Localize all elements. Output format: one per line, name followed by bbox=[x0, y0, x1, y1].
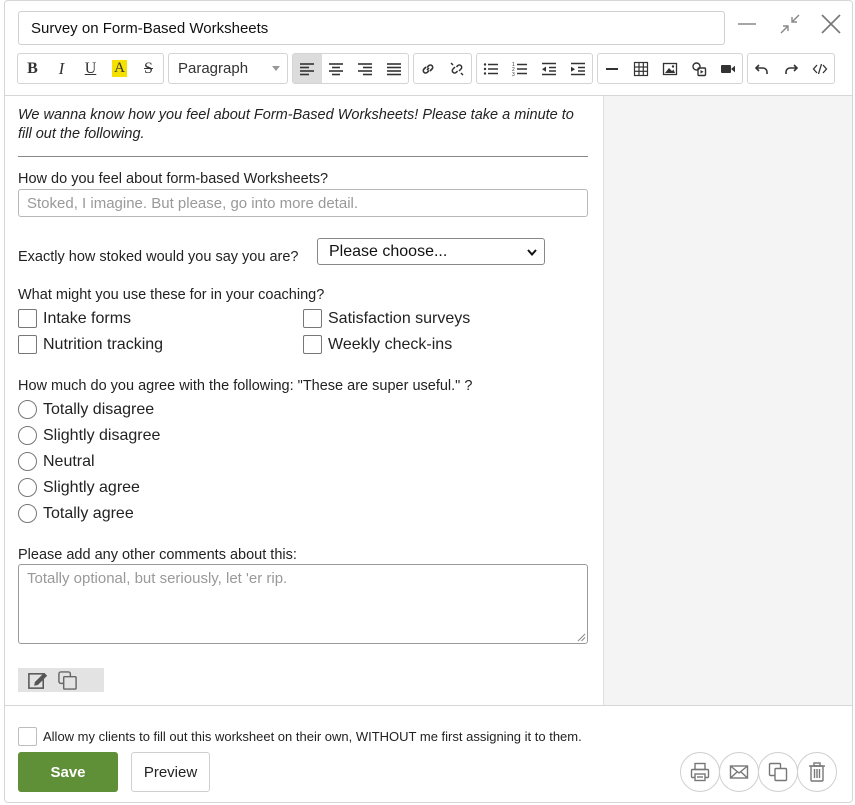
align-left-icon bbox=[299, 61, 315, 77]
align-justify-icon bbox=[386, 61, 402, 77]
indent-icon bbox=[570, 61, 586, 77]
print-button[interactable] bbox=[680, 752, 720, 792]
list-group bbox=[476, 53, 593, 84]
checkbox-box[interactable] bbox=[18, 335, 37, 354]
align-center-button[interactable] bbox=[322, 54, 351, 83]
outdent-icon bbox=[541, 61, 557, 77]
horizontal-rule bbox=[18, 156, 588, 157]
caret-down-icon bbox=[272, 66, 280, 71]
source-code-icon bbox=[812, 61, 828, 77]
highlight-button[interactable] bbox=[105, 54, 134, 83]
email-icon bbox=[728, 761, 750, 783]
side-panel bbox=[603, 96, 852, 705]
block-tools bbox=[18, 668, 104, 692]
q5-label: Please add any other comments about this: bbox=[18, 547, 297, 563]
link-group bbox=[413, 53, 472, 84]
radio-button[interactable] bbox=[18, 504, 37, 523]
checkbox-box[interactable] bbox=[303, 309, 322, 328]
undo-icon bbox=[754, 61, 770, 77]
radio-totally-agree[interactable] bbox=[18, 504, 134, 523]
strikethrough-button[interactable] bbox=[134, 54, 163, 83]
delete-button[interactable] bbox=[797, 752, 837, 792]
redo-button[interactable] bbox=[777, 54, 806, 83]
allow-self-fill-option[interactable] bbox=[18, 727, 582, 746]
align-center-icon bbox=[328, 61, 344, 77]
resize-grip-icon[interactable] bbox=[577, 633, 586, 642]
radio-label: Slightly agree bbox=[43, 478, 140, 496]
comments-textarea[interactable] bbox=[18, 564, 588, 644]
radio-label: Totally disagree bbox=[43, 400, 155, 418]
bold-icon: B bbox=[27, 59, 38, 77]
checkbox-label: Weekly check-ins bbox=[328, 335, 453, 353]
checkbox-label: Nutrition tracking bbox=[43, 335, 164, 353]
radio-neutral[interactable] bbox=[18, 452, 95, 471]
table-icon bbox=[633, 61, 649, 77]
format-select-value: Paragraph bbox=[178, 60, 249, 77]
unlink-icon bbox=[449, 61, 465, 77]
video-button[interactable] bbox=[713, 54, 742, 83]
q4-label: How much do you agree with the following: "These are super useful." ? bbox=[18, 378, 473, 394]
align-left-button[interactable] bbox=[293, 54, 322, 83]
trash-icon bbox=[806, 761, 828, 783]
duplicate-block-button[interactable] bbox=[54, 668, 80, 692]
q2-label: Exactly how stoked would you say you are? bbox=[18, 249, 299, 265]
numbered-list-icon bbox=[512, 61, 528, 77]
minimize-icon[interactable] bbox=[733, 10, 761, 38]
email-button[interactable] bbox=[719, 752, 759, 792]
radio-button[interactable] bbox=[18, 478, 37, 497]
link-icon bbox=[420, 61, 436, 77]
checkbox-weekly-check-ins[interactable] bbox=[303, 335, 452, 354]
radio-button[interactable] bbox=[18, 452, 37, 471]
source-code-button[interactable] bbox=[805, 54, 834, 83]
horizontal-rule-button[interactable] bbox=[598, 54, 627, 83]
select-value: Please choose... bbox=[329, 242, 448, 260]
footer-divider bbox=[4, 705, 853, 706]
radio-label: Totally agree bbox=[43, 504, 134, 522]
svg-text:2: 2 bbox=[512, 66, 515, 73]
highlight-icon: A bbox=[114, 60, 125, 76]
horizontal-rule-icon bbox=[604, 61, 620, 77]
link-button[interactable] bbox=[414, 54, 443, 83]
embed-icon bbox=[691, 61, 707, 77]
intro-text: We wanna know how you feel about Form-Based Worksheets! Please take a minute to fill out the following. bbox=[18, 107, 574, 142]
radio-slightly-agree[interactable] bbox=[18, 478, 140, 497]
insert-group bbox=[597, 53, 743, 84]
checkbox-box[interactable] bbox=[303, 335, 322, 354]
stoked-level-select[interactable] bbox=[317, 238, 545, 265]
table-button[interactable] bbox=[627, 54, 656, 83]
preview-button[interactable]: Preview bbox=[131, 752, 210, 792]
strikethrough-icon: S bbox=[144, 59, 153, 77]
italic-icon: I bbox=[58, 58, 65, 78]
allow-self-fill-checkbox[interactable] bbox=[18, 727, 37, 746]
print-icon bbox=[689, 761, 711, 783]
checkbox-intake-forms[interactable] bbox=[18, 309, 131, 328]
bullet-list-button[interactable] bbox=[477, 54, 506, 83]
checkbox-nutrition-tracking[interactable] bbox=[18, 335, 163, 354]
allow-self-fill-label: Allow my clients to fill out this worksheet on their own, WITHOUT me first assigning it to them. bbox=[43, 729, 582, 744]
image-button[interactable] bbox=[656, 54, 685, 83]
svg-text:1: 1 bbox=[512, 61, 515, 68]
radio-button[interactable] bbox=[18, 426, 37, 445]
checkbox-label: Satisfaction surveys bbox=[328, 309, 471, 327]
align-justify-button[interactable] bbox=[379, 54, 408, 83]
radio-button[interactable] bbox=[18, 400, 37, 419]
chevron-down-icon bbox=[526, 246, 538, 258]
edit-icon bbox=[27, 670, 48, 691]
q1-text-input[interactable] bbox=[18, 189, 588, 217]
worksheet-title-input[interactable] bbox=[18, 11, 725, 45]
embed-button[interactable] bbox=[684, 54, 713, 83]
text-style-group bbox=[17, 53, 164, 84]
outdent-button[interactable] bbox=[535, 54, 564, 83]
bold-button[interactable] bbox=[18, 54, 47, 83]
bullet-list-icon bbox=[483, 61, 499, 77]
underline-button[interactable] bbox=[76, 54, 105, 83]
video-icon bbox=[720, 61, 736, 77]
svg-text:3: 3 bbox=[512, 71, 515, 77]
copy-button[interactable] bbox=[758, 752, 798, 792]
radio-label: Slightly disagree bbox=[43, 426, 161, 444]
q3-label: What might you use these for in your coaching? bbox=[18, 287, 325, 303]
checkbox-label: Intake forms bbox=[43, 309, 132, 327]
format-select[interactable] bbox=[168, 53, 288, 84]
indent-button[interactable] bbox=[563, 54, 592, 83]
duplicate-icon bbox=[57, 670, 78, 691]
unlink-button[interactable] bbox=[443, 54, 472, 83]
history-group bbox=[747, 53, 835, 84]
align-right-icon bbox=[357, 61, 373, 77]
align-right-button[interactable] bbox=[351, 54, 380, 83]
save-button[interactable]: Save bbox=[18, 752, 118, 792]
close-icon[interactable] bbox=[817, 10, 845, 38]
alignment-group bbox=[292, 53, 409, 84]
italic-button[interactable] bbox=[47, 54, 76, 83]
radio-label: Neutral bbox=[43, 452, 95, 470]
radio-slightly-disagree[interactable] bbox=[18, 426, 160, 445]
q1-label: How do you feel about form-based Worksheets? bbox=[18, 171, 329, 187]
edit-block-button[interactable] bbox=[24, 668, 50, 692]
checkbox-box[interactable] bbox=[18, 309, 37, 328]
radio-totally-disagree[interactable] bbox=[18, 400, 154, 419]
redo-icon bbox=[783, 61, 799, 77]
numbered-list-button[interactable] bbox=[506, 54, 535, 83]
copy-icon bbox=[767, 761, 789, 783]
undo-button[interactable] bbox=[748, 54, 777, 83]
checkbox-satisfaction-surveys[interactable] bbox=[303, 309, 470, 328]
underline-icon: U bbox=[84, 59, 97, 77]
collapse-icon[interactable] bbox=[776, 10, 804, 38]
image-icon bbox=[662, 61, 678, 77]
